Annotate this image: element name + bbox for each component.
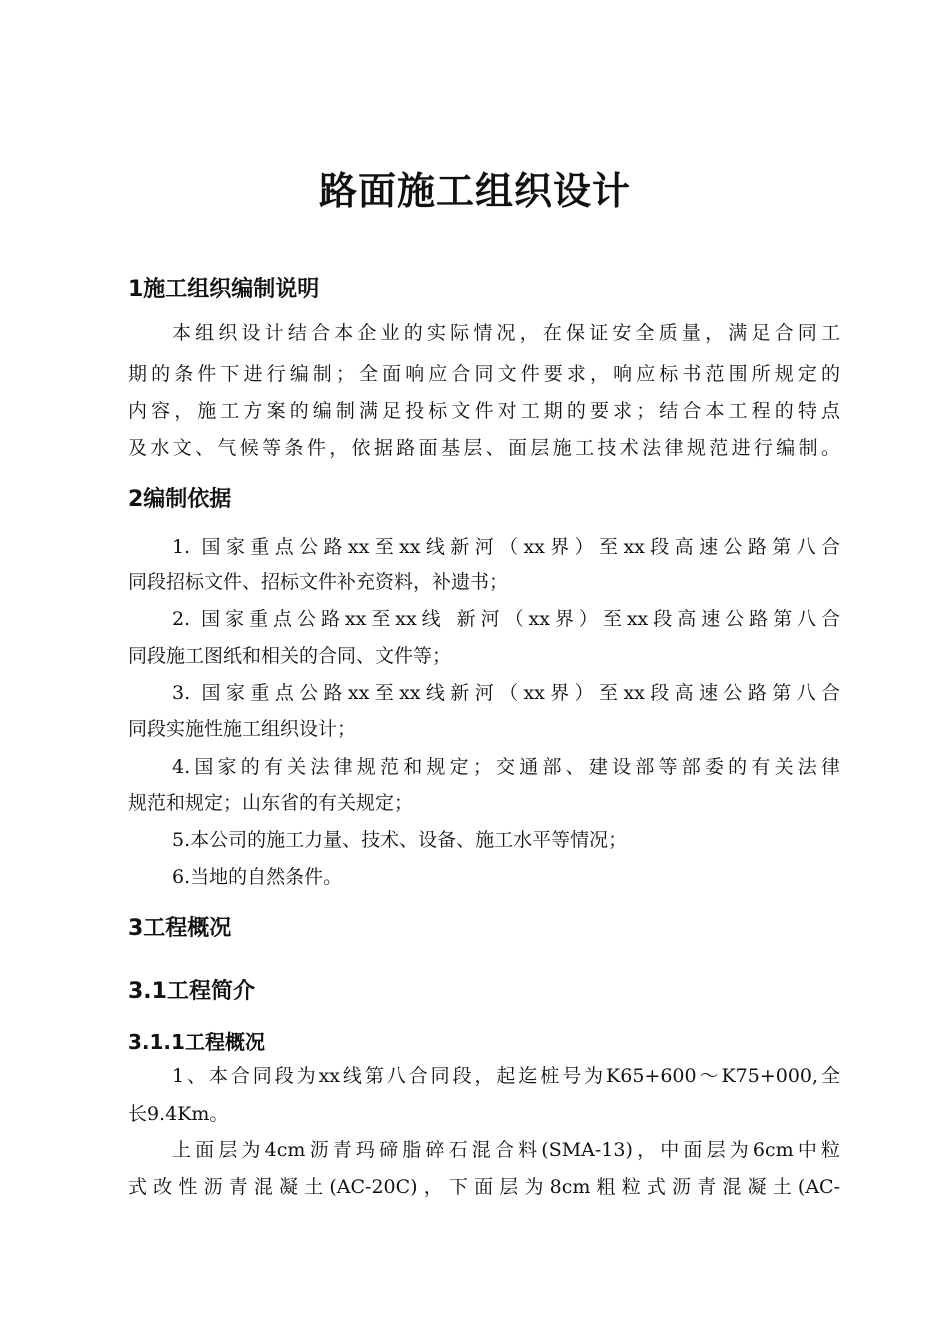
section-2-line: 规范和规定；山东省的有关规定；: [128, 792, 414, 814]
section-2-heading: 2编制依据: [128, 487, 232, 512]
document-title: 路面施工组织设计: [318, 169, 631, 213]
section-1-line: 期的条件下进行编制；全面响应合同文件要求，响应标书范围所规定的: [128, 363, 840, 385]
section-3-heading: 3工程概况: [128, 916, 232, 941]
section-2-line: 3. 国家重点公路xx至xx线新河（xx界）至xx段高速公路第八合: [172, 682, 840, 704]
section-3-1-1-heading: 3.1.1工程概况: [128, 1030, 265, 1054]
section-3-line: 1、本合同段为xx线第八合同段，起迄桩号为K65+600～K75+000,全: [172, 1065, 840, 1087]
section-1-heading: 1施工组织编制说明: [128, 277, 320, 302]
section-3-line: 长9.4Km。: [128, 1103, 229, 1125]
section-1-line: 内容，施工方案的编制满足投标文件对工期的要求；结合本工程的特点: [128, 400, 840, 422]
section-2-line: 1. 国家重点公路xx至xx线新河（xx界）至xx段高速公路第八合: [172, 536, 840, 558]
section-2-line: 5.本公司的施工力量、技术、设备、施工水平等情况；: [172, 829, 628, 851]
section-2-line: 同段实施性施工组织设计；: [128, 718, 357, 740]
section-1-line: 及水文、气候等条件，依据路面基层、面层施工技术法律规范进行编制。: [128, 437, 840, 459]
section-2-line: 6.当地的自然条件。: [172, 866, 343, 888]
section-2-line: 2. 国家重点公路xx至xx线 新河（xx界）至xx段高速公路第八合: [172, 608, 840, 630]
section-3-line: 式改性沥青混凝土(AC-20C)，下面层为8cm粗粒式沥青混凝土(AC-: [128, 1176, 840, 1198]
section-2-line: 同段施工图纸和相关的合同、文件等；: [128, 645, 452, 667]
section-2-line: 4.国家的有关法律规范和规定；交通部、建设部等部委的有关法律: [172, 756, 840, 778]
section-2-line: 同段招标文件、招标文件补充资料，补遗书；: [128, 571, 509, 593]
section-1-line: 本组织设计结合本企业的实际情况，在保证安全质量，满足合同工: [172, 322, 840, 344]
section-3-1-heading: 3.1工程简介: [128, 979, 255, 1004]
section-3-line: 上面层为4cm沥青玛碲脂碎石混合料(SMA-13)，中面层为6cm中粒: [172, 1139, 840, 1161]
